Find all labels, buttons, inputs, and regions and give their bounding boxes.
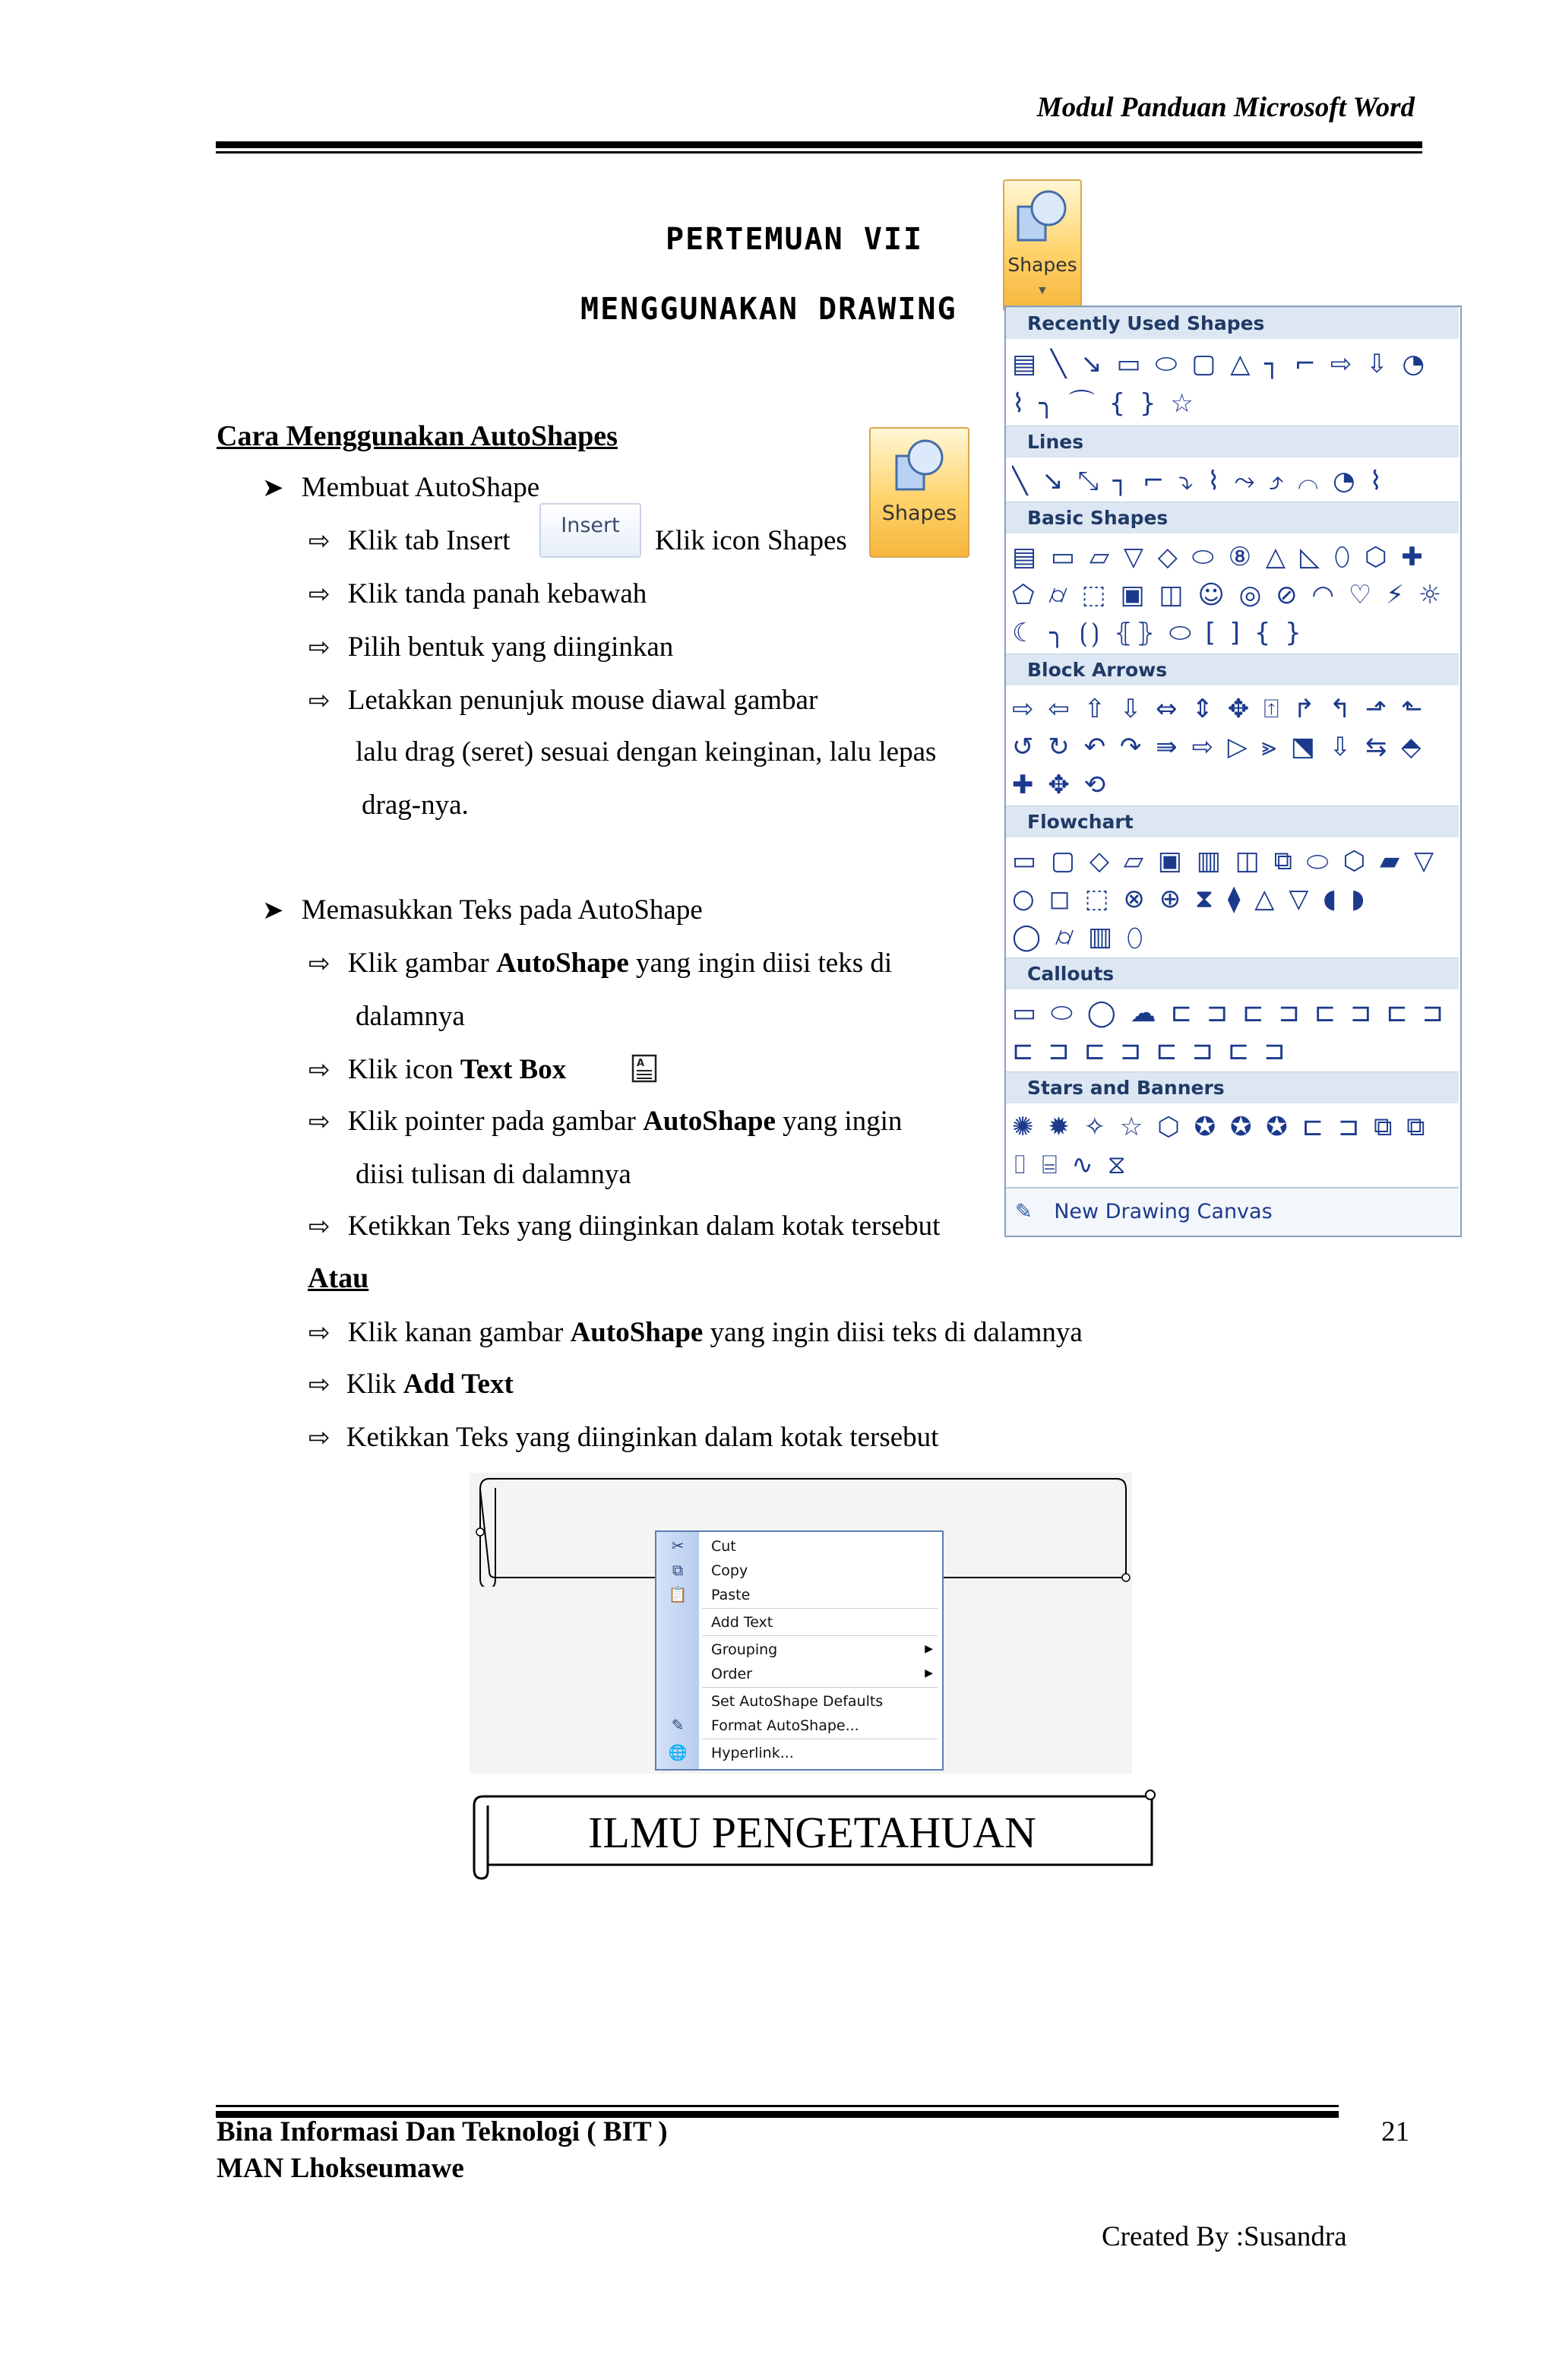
menu-item-order[interactable]: Order	[711, 1666, 752, 1682]
menu-item-set-defaults[interactable]: Set AutoShape Defaults	[711, 1693, 884, 1710]
gallery-section-lines: Lines	[1006, 426, 1459, 457]
chapter-number: PERTEMUAN VII	[666, 222, 924, 257]
shapes-label: Shapes	[1007, 254, 1077, 276]
menu-separator	[702, 1608, 938, 1609]
shape-row[interactable]: ○ ◻ ⬚ ⊗ ⊕ ⧗ ⧫ △ ▽ ◖ ◗	[1012, 884, 1368, 914]
header-rule-thin	[216, 151, 1422, 153]
shape-row[interactable]: ▭ ⬭ ◯ ☁ ⊏ ⊐ ⊏ ⊐ ⊏ ⊐ ⊏ ⊐	[1012, 998, 1447, 1028]
shape-row[interactable]: ▤ ▭ ▱ ▽ ◇ ⬭ ⑧ △ ◺ ⬯ ⬡ ✚	[1012, 542, 1426, 572]
step-arrow-icon: ⇨	[308, 950, 330, 978]
menu-item-hyperlink[interactable]: Hyperlink...	[711, 1745, 794, 1761]
gallery-section-basic: Basic Shapes	[1006, 502, 1459, 533]
paste-icon: 📋	[668, 1587, 688, 1603]
shape-row[interactable]: ⌷ ⌸ ∿ ⧖	[1012, 1150, 1129, 1180]
step-item	[308, 947, 892, 980]
shape-row[interactable]: ☾ ╮ ⟮⟯ ⦃⦄ ⬭ [ ] { }	[1012, 618, 1305, 648]
shapes-icon	[893, 438, 945, 495]
menu-item-format-autoshape[interactable]: Format AutoShape...	[711, 1717, 859, 1734]
copy-icon: ⧉	[672, 1562, 684, 1579]
menu-separator	[702, 1687, 938, 1688]
scissors-icon: ✂	[671, 1538, 685, 1555]
step-item	[308, 1105, 902, 1138]
shape-row[interactable]: ⌇ ╮ ⌒ { } ☆	[1012, 388, 1197, 419]
new-drawing-canvas-label: New Drawing Canvas	[1054, 1200, 1273, 1223]
shape-row[interactable]: ▭ ▢ ◇ ▱ ▣ ▥ ◫ ⧉ ⬭ ⬡ ▰ ▽	[1012, 846, 1437, 876]
step-item	[308, 1210, 940, 1242]
step-item	[308, 1421, 938, 1454]
gallery-section-stars: Stars and Banners	[1006, 1071, 1459, 1103]
shape-row[interactable]: ╲ ↘ ⤡ ┐ ⌐ ⤵ ⌇ ⤳ ⤴ ⌒ ◔ ⌇	[1012, 466, 1386, 496]
submenu-arrow-icon: ▶	[925, 1644, 933, 1655]
step-item	[308, 1053, 566, 1086]
step-arrow-icon: ⇨	[308, 634, 330, 662]
gallery-section-recent: Recently Used Shapes	[1006, 307, 1459, 339]
bullet-text: Membuat AutoShape	[301, 472, 540, 503]
step-item	[308, 1316, 1083, 1349]
arrowhead-bullet-icon: ➤	[262, 897, 284, 925]
gallery-section-flowchart: Flowchart	[1006, 805, 1459, 837]
menu-separator	[702, 1635, 938, 1636]
bullet-text: Memasukkan Teks pada AutoShape	[301, 894, 703, 926]
arrowhead-bullet-icon: ➤	[262, 474, 284, 502]
chapter-title: MENGGUNAKAN DRAWING	[580, 292, 957, 327]
step-text: Klik tanda panah kebawah	[347, 578, 647, 609]
menu-item-copy[interactable]: Copy	[711, 1562, 748, 1579]
shape-row[interactable]: ⬠ ⌭ ⬚ ▣ ◫ ☺ ◎ ⊘ ◠ ♡ ⚡ ☼	[1012, 580, 1445, 610]
step-arrow-icon: ⇨	[308, 1371, 330, 1399]
bullet-item	[262, 894, 703, 926]
menu-item-add-text[interactable]: Add Text	[711, 1614, 773, 1631]
gallery-section-block-arrows: Block Arrows	[1006, 654, 1459, 685]
step-arrow-icon: ⇨	[308, 581, 330, 609]
ribbon-shapes-button[interactable]	[1003, 179, 1082, 312]
step-arrow-icon: ⇨	[308, 687, 330, 715]
hyperlink-globe-icon: 🌐	[668, 1745, 688, 1761]
step-text: Klik icon Text Box	[347, 1054, 567, 1085]
step-text: Klik kanan gambar AutoShape yang ingin diisi teks di dalamnya	[347, 1317, 1083, 1348]
step-arrow-icon: ⇨	[308, 1319, 330, 1347]
step-arrow-icon: ⇨	[308, 1213, 330, 1241]
step-arrow-icon: ⇨	[308, 1424, 330, 1452]
shapes-button[interactable]	[869, 427, 969, 558]
step-text-cont: lalu drag (seret) sesuai dengan keinginan, lalu lepas	[356, 736, 937, 767]
step-text: Ketikkan Teks yang diinginkan dalam kotak tersebut	[347, 1211, 941, 1242]
alternative-heading: Atau	[308, 1262, 369, 1294]
step-text-cont: diisi tulisan di dalamnya	[356, 1159, 631, 1190]
shape-row[interactable]: ✺ ✹ ✧ ☆ ⬡ ✪ ✪ ✪ ⊏ ⊐ ⧉ ⧉	[1012, 1112, 1428, 1142]
page-number: 21	[1381, 2116, 1409, 2147]
example-autoshape-text: ILMU PENGETAHUAN	[588, 1808, 1036, 1857]
step-arrow-icon: ⇨	[308, 527, 330, 555]
shapes-gallery	[1004, 305, 1462, 1237]
step-text: Ketikkan Teks yang diinginkan dalam kotak tersebut	[346, 1422, 939, 1453]
bullet-item	[262, 471, 539, 504]
text-box-icon[interactable]	[631, 1053, 658, 1084]
header-rule	[216, 141, 1422, 148]
footer-school: MAN Lhokseumawe	[217, 2153, 464, 2184]
shape-row[interactable]: ⊏ ⊐ ⊏ ⊐ ⊏ ⊐ ⊏ ⊐	[1012, 1036, 1289, 1066]
step-item	[308, 578, 647, 610]
shape-row[interactable]: ▤ ╲ ↘ ▭ ⬭ ▢ △ ┐ ⌐ ⇨ ⇩ ◔	[1012, 349, 1428, 379]
menu-item-cut[interactable]: Cut	[711, 1538, 736, 1555]
step-text: Klik gambar AutoShape yang ingin diisi teks di	[347, 948, 893, 979]
svg-text:A: A	[637, 1058, 645, 1069]
step-text-cont: drag-nya.	[362, 790, 469, 821]
step-item	[308, 524, 510, 557]
step-text: Klik tab Insert	[347, 525, 511, 556]
step-item	[308, 631, 673, 663]
new-drawing-canvas-item[interactable]	[1006, 1187, 1459, 1236]
step-text-cont: Klik icon Shapes	[655, 525, 847, 556]
shapes-label: Shapes	[881, 502, 957, 525]
submenu-arrow-icon: ▶	[925, 1668, 933, 1679]
footer-credit: Created By :Susandra	[1102, 2221, 1347, 2252]
menu-item-paste[interactable]: Paste	[711, 1587, 751, 1603]
step-arrow-icon: ⇨	[308, 1108, 330, 1136]
section-title: Cara Menggunakan AutoShapes	[217, 420, 618, 452]
shape-row[interactable]: ◯ ⌭ ▥ ⬯	[1012, 922, 1146, 952]
step-text-cont: dalamnya	[356, 1001, 465, 1032]
drawing-canvas-icon: ✎	[1015, 1200, 1033, 1223]
step-arrow-icon: ⇨	[308, 1056, 330, 1084]
step-item	[308, 1368, 514, 1400]
shape-row[interactable]: ↺ ↻ ↶ ↷ ⇛ ⇨ ▷ ⪢ ⬔ ⇩ ⇆ ⬘	[1012, 732, 1425, 762]
format-shape-icon: ✎	[671, 1717, 685, 1734]
step-text: Klik Add Text	[346, 1369, 514, 1400]
step-text: Pilih bentuk yang diinginkan	[347, 631, 674, 663]
running-header: Modul Panduan Microsoft Word	[1036, 92, 1415, 123]
insert-tab-button[interactable]: Insert	[539, 503, 641, 558]
step-text: Letakkan penunjuk mouse diawal gambar	[347, 685, 818, 716]
shape-row[interactable]: ✚ ✥ ⟲	[1012, 770, 1109, 800]
dropdown-arrow-icon[interactable]: ▼	[1036, 284, 1048, 297]
step-text: Klik pointer pada gambar AutoShape yang ingin	[347, 1106, 903, 1137]
shape-row[interactable]: ⇨ ⇦ ⇧ ⇩ ⇔ ⇕ ✥ ⍐ ↱ ↰ ⬏ ⬑	[1012, 694, 1426, 724]
footer-rule-thin	[216, 2105, 1339, 2107]
step-item	[308, 684, 818, 717]
context-menu	[655, 1530, 944, 1771]
footer-institution: Bina Informasi Dan Teknologi ( BIT )	[217, 2116, 668, 2147]
gallery-section-callouts: Callouts	[1006, 957, 1459, 989]
menu-item-grouping[interactable]: Grouping	[711, 1641, 778, 1658]
shapes-icon	[1015, 188, 1068, 246]
